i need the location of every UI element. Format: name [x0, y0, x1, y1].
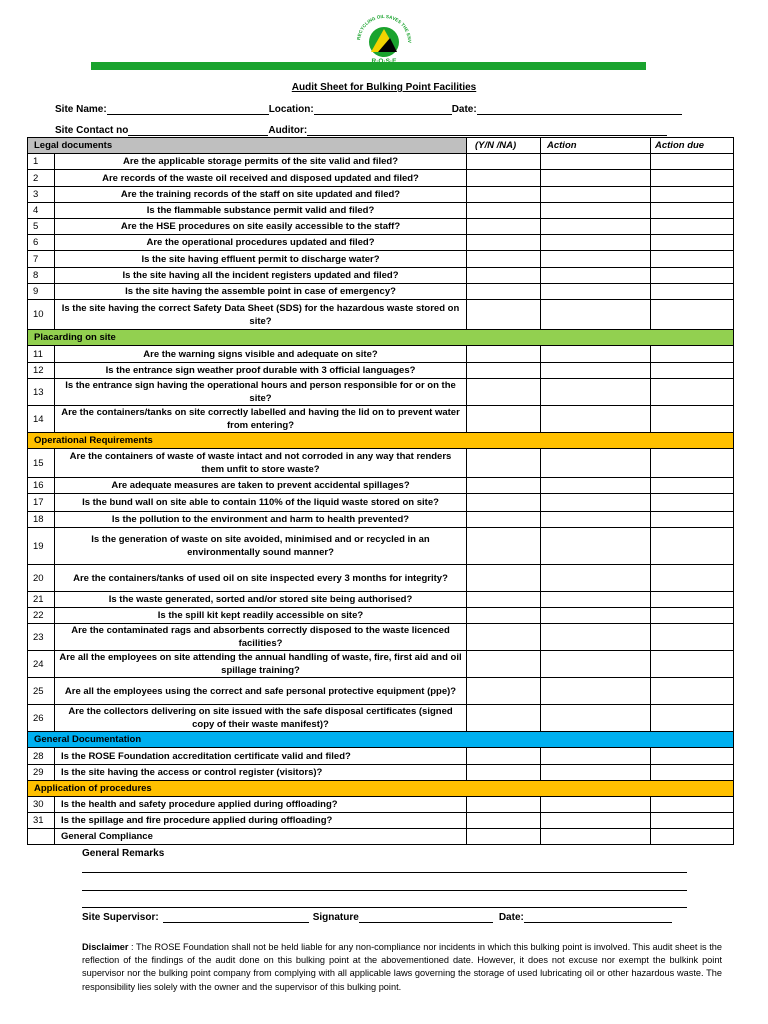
yn-answer-cell[interactable] — [467, 154, 541, 170]
action-cell[interactable] — [541, 300, 651, 330]
action-due-cell[interactable] — [651, 528, 734, 565]
general-compliance-action-cell[interactable] — [541, 829, 651, 845]
table-row — [28, 608, 734, 624]
action-due-cell[interactable] — [651, 678, 734, 705]
question-number: 30 — [28, 797, 55, 813]
action-cell[interactable] — [541, 624, 651, 651]
table-header-row — [28, 138, 734, 154]
yn-answer-cell[interactable] — [467, 170, 541, 187]
header-action-due: Action due — [651, 138, 734, 154]
question-number: 4 — [28, 203, 55, 219]
table-row — [28, 624, 734, 651]
question-text: Is the pollution to the environment and harm to health prevented? — [55, 512, 467, 528]
table-row — [28, 478, 734, 494]
site-fields — [55, 95, 695, 136]
yn-answer-cell[interactable] — [467, 379, 541, 406]
yn-answer-cell[interactable] — [467, 187, 541, 203]
table-row — [28, 406, 734, 433]
table-row — [28, 284, 734, 300]
question-text: Is the entrance sign weather proof durable with 3 official languages? — [55, 363, 467, 379]
action-due-cell[interactable] — [651, 512, 734, 528]
question-number: 29 — [28, 765, 55, 781]
action-cell[interactable] — [541, 705, 651, 732]
action-cell[interactable] — [541, 284, 651, 300]
action-cell[interactable] — [541, 478, 651, 494]
action-cell[interactable] — [541, 494, 651, 512]
action-cell[interactable] — [541, 363, 651, 379]
question-text: Is the generation of waste on site avoided, minimised and or recycled in an environmentally sound manner? — [55, 528, 467, 565]
question-text: Is the site having all the incident registers updated and filed? — [55, 268, 467, 284]
action-cell[interactable] — [541, 187, 651, 203]
question-text: Are the operational procedures updated and filed? — [55, 235, 467, 251]
section-operational — [28, 433, 734, 449]
table-row — [28, 379, 734, 406]
action-due-cell[interactable] — [651, 187, 734, 203]
action-cell[interactable] — [541, 449, 651, 478]
question-number: 23 — [28, 624, 55, 651]
action-cell[interactable] — [541, 154, 651, 170]
action-cell[interactable] — [541, 379, 651, 406]
question-text: Is the bund wall on site able to contain 110% of the liquid waste stored on site? — [55, 494, 467, 512]
table-row — [28, 235, 734, 251]
action-due-cell[interactable] — [651, 251, 734, 268]
question-number: 12 — [28, 363, 55, 379]
action-cell[interactable] — [541, 651, 651, 678]
question-number: 24 — [28, 651, 55, 678]
question-text: Is the ROSE Foundation accreditation certificate valid and filed? — [55, 748, 467, 765]
remarks-line-3[interactable] — [82, 907, 687, 908]
question-text: Are the containers of waste of waste intact and not corroded in any way that renders them unfit to store waste? — [55, 449, 467, 478]
table-row — [28, 203, 734, 219]
question-number: 22 — [28, 608, 55, 624]
yn-answer-cell[interactable] — [467, 300, 541, 330]
logo-arc-text: RECYCLING OIL SAVES THE ENV — [356, 13, 413, 44]
table-row — [28, 797, 734, 813]
header-action: Action — [541, 138, 651, 154]
table-row — [28, 170, 734, 187]
action-cell[interactable] — [541, 765, 651, 781]
action-due-cell[interactable] — [651, 449, 734, 478]
action-due-cell[interactable] — [651, 624, 734, 651]
question-number: 9 — [28, 284, 55, 300]
table-row — [28, 565, 734, 592]
table-row — [28, 813, 734, 829]
yn-answer-cell[interactable] — [467, 748, 541, 765]
action-cell[interactable] — [541, 512, 651, 528]
yn-answer-cell[interactable] — [467, 363, 541, 379]
action-cell[interactable] — [541, 813, 651, 829]
general-compliance-row — [28, 829, 734, 845]
yn-answer-cell[interactable] — [467, 346, 541, 363]
question-number: 5 — [28, 219, 55, 235]
table-row — [28, 494, 734, 512]
action-cell[interactable] — [541, 565, 651, 592]
site-fields-row-1 — [55, 95, 695, 115]
question-number: 26 — [28, 705, 55, 732]
header-legal-documents: Legal documents — [28, 138, 467, 154]
yn-answer-cell[interactable] — [467, 678, 541, 705]
action-due-cell[interactable] — [651, 300, 734, 330]
action-cell[interactable] — [541, 797, 651, 813]
question-text: Are the HSE procedures on site easily accessible to the staff? — [55, 219, 467, 235]
action-due-cell[interactable] — [651, 705, 734, 732]
question-number: 19 — [28, 528, 55, 565]
action-cell[interactable] — [541, 748, 651, 765]
yn-answer-cell[interactable] — [467, 592, 541, 608]
site-supervisor-label: Site Supervisor: — [82, 912, 159, 923]
action-due-cell[interactable] — [651, 154, 734, 170]
location-label: Location: — [268, 104, 314, 115]
question-text: Is the site having the correct Safety Data Sheet (SDS) for the hazardous waste stored on site? — [55, 300, 467, 330]
action-cell[interactable] — [541, 235, 651, 251]
disclaimer — [82, 941, 722, 994]
question-text: Are the containers/tanks on site correctly labelled and having the lid on to prevent water from entering? — [55, 406, 467, 433]
auditor-field[interactable] — [307, 124, 667, 136]
site-fields-row-2 — [55, 116, 695, 136]
question-text: Are adequate measures are taken to prevent accidental spillages? — [55, 478, 467, 494]
question-number: 14 — [28, 406, 55, 433]
signature-field[interactable] — [359, 911, 493, 923]
general-remarks-label: General Remarks — [82, 848, 165, 859]
action-cell[interactable] — [541, 592, 651, 608]
question-text: Is the site having the access or control register (visitors)? — [55, 765, 467, 781]
action-cell[interactable] — [541, 170, 651, 187]
yn-answer-cell[interactable] — [467, 406, 541, 433]
question-number: 21 — [28, 592, 55, 608]
question-text: Are the training records of the staff on site updated and filed? — [55, 187, 467, 203]
action-due-cell[interactable] — [651, 748, 734, 765]
table-row — [28, 651, 734, 678]
table-row — [28, 449, 734, 478]
general-compliance-label: General Compliance — [55, 829, 467, 845]
question-number: 2 — [28, 170, 55, 187]
signature-label: Signature — [312, 912, 359, 923]
section-operational-title: Operational Requirements — [28, 433, 734, 449]
rose-logo — [350, 12, 418, 66]
question-text: Is the flammable substance permit valid and filed? — [55, 203, 467, 219]
action-cell[interactable] — [541, 251, 651, 268]
action-due-cell[interactable] — [651, 235, 734, 251]
question-number: 3 — [28, 187, 55, 203]
question-number: 6 — [28, 235, 55, 251]
yn-answer-cell[interactable] — [467, 651, 541, 678]
yn-answer-cell[interactable] — [467, 478, 541, 494]
yn-answer-cell[interactable] — [467, 528, 541, 565]
question-text: Are the warning signs visible and adequate on site? — [55, 346, 467, 363]
question-number: 17 — [28, 494, 55, 512]
remarks-line-2[interactable] — [82, 890, 687, 891]
table-row — [28, 512, 734, 528]
general-compliance-due-cell[interactable] — [651, 829, 734, 845]
action-cell[interactable] — [541, 268, 651, 284]
section-application-title: Application of procedures — [28, 781, 734, 797]
question-number: 20 — [28, 565, 55, 592]
section-application — [28, 781, 734, 797]
yn-answer-cell[interactable] — [467, 512, 541, 528]
question-text: Is the spill kit kept readily accessible on site? — [55, 608, 467, 624]
general-compliance-number — [28, 829, 55, 845]
yn-answer-cell[interactable] — [467, 705, 541, 732]
date-label: Date: — [451, 104, 477, 115]
action-cell[interactable] — [541, 678, 651, 705]
remarks-line-1[interactable] — [82, 872, 687, 873]
question-text: Are the applicable storage permits of the site valid and filed? — [55, 154, 467, 170]
action-due-cell[interactable] — [651, 346, 734, 363]
question-number: 11 — [28, 346, 55, 363]
document-title: Audit Sheet for Bulking Point Facilities — [291, 82, 477, 93]
action-cell[interactable] — [541, 346, 651, 363]
action-due-cell[interactable] — [651, 284, 734, 300]
yn-answer-cell[interactable] — [467, 494, 541, 512]
yn-answer-cell[interactable] — [467, 219, 541, 235]
yn-answer-cell[interactable] — [467, 624, 541, 651]
question-text: Are the collectors delivering on site issued with the safe disposal certificates (signed copy of their waste manifest)? — [55, 705, 467, 732]
question-number: 15 — [28, 449, 55, 478]
action-due-cell[interactable] — [651, 363, 734, 379]
question-text: Are the contaminated rags and absorbents correctly disposed to the waste licenced facilities? — [55, 624, 467, 651]
table-row — [28, 346, 734, 363]
date-field[interactable] — [477, 103, 682, 115]
table-row — [28, 528, 734, 565]
header-green-bar — [91, 62, 646, 70]
action-due-cell[interactable] — [651, 203, 734, 219]
yn-answer-cell[interactable] — [467, 765, 541, 781]
table-row — [28, 300, 734, 330]
question-text: Is the site having effluent permit to discharge water? — [55, 251, 467, 268]
question-number: 28 — [28, 748, 55, 765]
action-cell[interactable] — [541, 203, 651, 219]
question-text: Is the spillage and fire procedure applied during offloading? — [55, 813, 467, 829]
question-text: Are records of the waste oil received and disposed updated and filed? — [55, 170, 467, 187]
question-number: 31 — [28, 813, 55, 829]
question-text: Are the containers/tanks of used oil on site inspected every 3 months for integrity? — [55, 565, 467, 592]
yn-answer-cell[interactable] — [467, 284, 541, 300]
site-name-field[interactable] — [107, 103, 269, 115]
table-row — [28, 187, 734, 203]
yn-answer-cell[interactable] — [467, 268, 541, 284]
table-row — [28, 748, 734, 765]
question-text: Is the waste generated, sorted and/or stored site being authorised? — [55, 592, 467, 608]
question-number: 18 — [28, 512, 55, 528]
table-row — [28, 705, 734, 732]
action-due-cell[interactable] — [651, 268, 734, 284]
question-number: 8 — [28, 268, 55, 284]
section-general-documentation-title: General Documentation — [28, 732, 734, 748]
action-due-cell[interactable] — [651, 478, 734, 494]
action-due-cell[interactable] — [651, 565, 734, 592]
question-number: 1 — [28, 154, 55, 170]
action-due-cell[interactable] — [651, 494, 734, 512]
table-row — [28, 219, 734, 235]
action-due-cell[interactable] — [651, 406, 734, 433]
action-cell[interactable] — [541, 528, 651, 565]
question-text: Is the site having the assemble point in case of emergency? — [55, 284, 467, 300]
table-row — [28, 363, 734, 379]
action-due-cell[interactable] — [651, 651, 734, 678]
action-cell[interactable] — [541, 406, 651, 433]
table-row — [28, 678, 734, 705]
question-text: Is the entrance sign having the operational hours and person responsible for or on the site? — [55, 379, 467, 406]
signoff-row — [82, 911, 692, 923]
yn-answer-cell[interactable] — [467, 813, 541, 829]
section-placarding-title: Placarding on site — [28, 330, 734, 346]
section-general-documentation — [28, 732, 734, 748]
location-field[interactable] — [314, 103, 452, 115]
site-contact-label: Site Contact no — [55, 125, 129, 136]
question-text: Is the health and safety procedure applied during offloading? — [55, 797, 467, 813]
question-text: Are all the employees on site attending the annual handling of waste, fire, first aid and oil spillage training? — [55, 651, 467, 678]
question-number: 16 — [28, 478, 55, 494]
action-due-cell[interactable] — [651, 170, 734, 187]
site-supervisor-field[interactable] — [163, 911, 309, 923]
table-row — [28, 154, 734, 170]
action-due-cell[interactable] — [651, 608, 734, 624]
yn-answer-cell[interactable] — [467, 608, 541, 624]
question-number: 10 — [28, 300, 55, 330]
yn-answer-cell[interactable] — [467, 797, 541, 813]
yn-answer-cell[interactable] — [467, 251, 541, 268]
question-number: 7 — [28, 251, 55, 268]
yn-answer-cell[interactable] — [467, 203, 541, 219]
action-due-cell[interactable] — [651, 765, 734, 781]
action-cell[interactable] — [541, 219, 651, 235]
yn-answer-cell[interactable] — [467, 449, 541, 478]
table-row — [28, 268, 734, 284]
action-due-cell[interactable] — [651, 797, 734, 813]
site-contact-field[interactable] — [128, 124, 268, 136]
yn-answer-cell[interactable] — [467, 235, 541, 251]
signoff-date-label: Date: — [498, 912, 524, 923]
table-row — [28, 765, 734, 781]
action-due-cell[interactable] — [651, 592, 734, 608]
disclaimer-text: : The ROSE Foundation shall not be held liable for any non-compliance nor incidents in which this bulking point is involved. This audit sheet is the reflection of the findings of the audit done on this bulking point at the abovementioned date. However, it does not excuse nor exempt the bulkink point supervisor nor the bulking point company from complying with all applicable laws governing the storage of used lubricating oil or other hazardous waste. The responsibility lies solely with the owner and the supervisor of this bulking point. — [82, 942, 722, 992]
auditor-label: Auditor: — [268, 125, 308, 136]
question-number: 13 — [28, 379, 55, 406]
general-compliance-yn-cell[interactable] — [467, 829, 541, 845]
signoff-date-field[interactable] — [524, 911, 672, 923]
action-due-cell[interactable] — [651, 219, 734, 235]
header-yn-na: (Y/N /NA) — [467, 138, 541, 154]
action-cell[interactable] — [541, 608, 651, 624]
table-row — [28, 251, 734, 268]
question-number: 25 — [28, 678, 55, 705]
site-name-label: Site Name: — [55, 104, 107, 115]
section-placarding — [28, 330, 734, 346]
action-due-cell[interactable] — [651, 379, 734, 406]
audit-table — [27, 137, 734, 845]
yn-answer-cell[interactable] — [467, 565, 541, 592]
table-row — [28, 592, 734, 608]
question-text: Are all the employees using the correct and safe personal protective equipment (ppe)? — [55, 678, 467, 705]
disclaimer-label: Disclaimer — [82, 942, 129, 952]
action-due-cell[interactable] — [651, 813, 734, 829]
